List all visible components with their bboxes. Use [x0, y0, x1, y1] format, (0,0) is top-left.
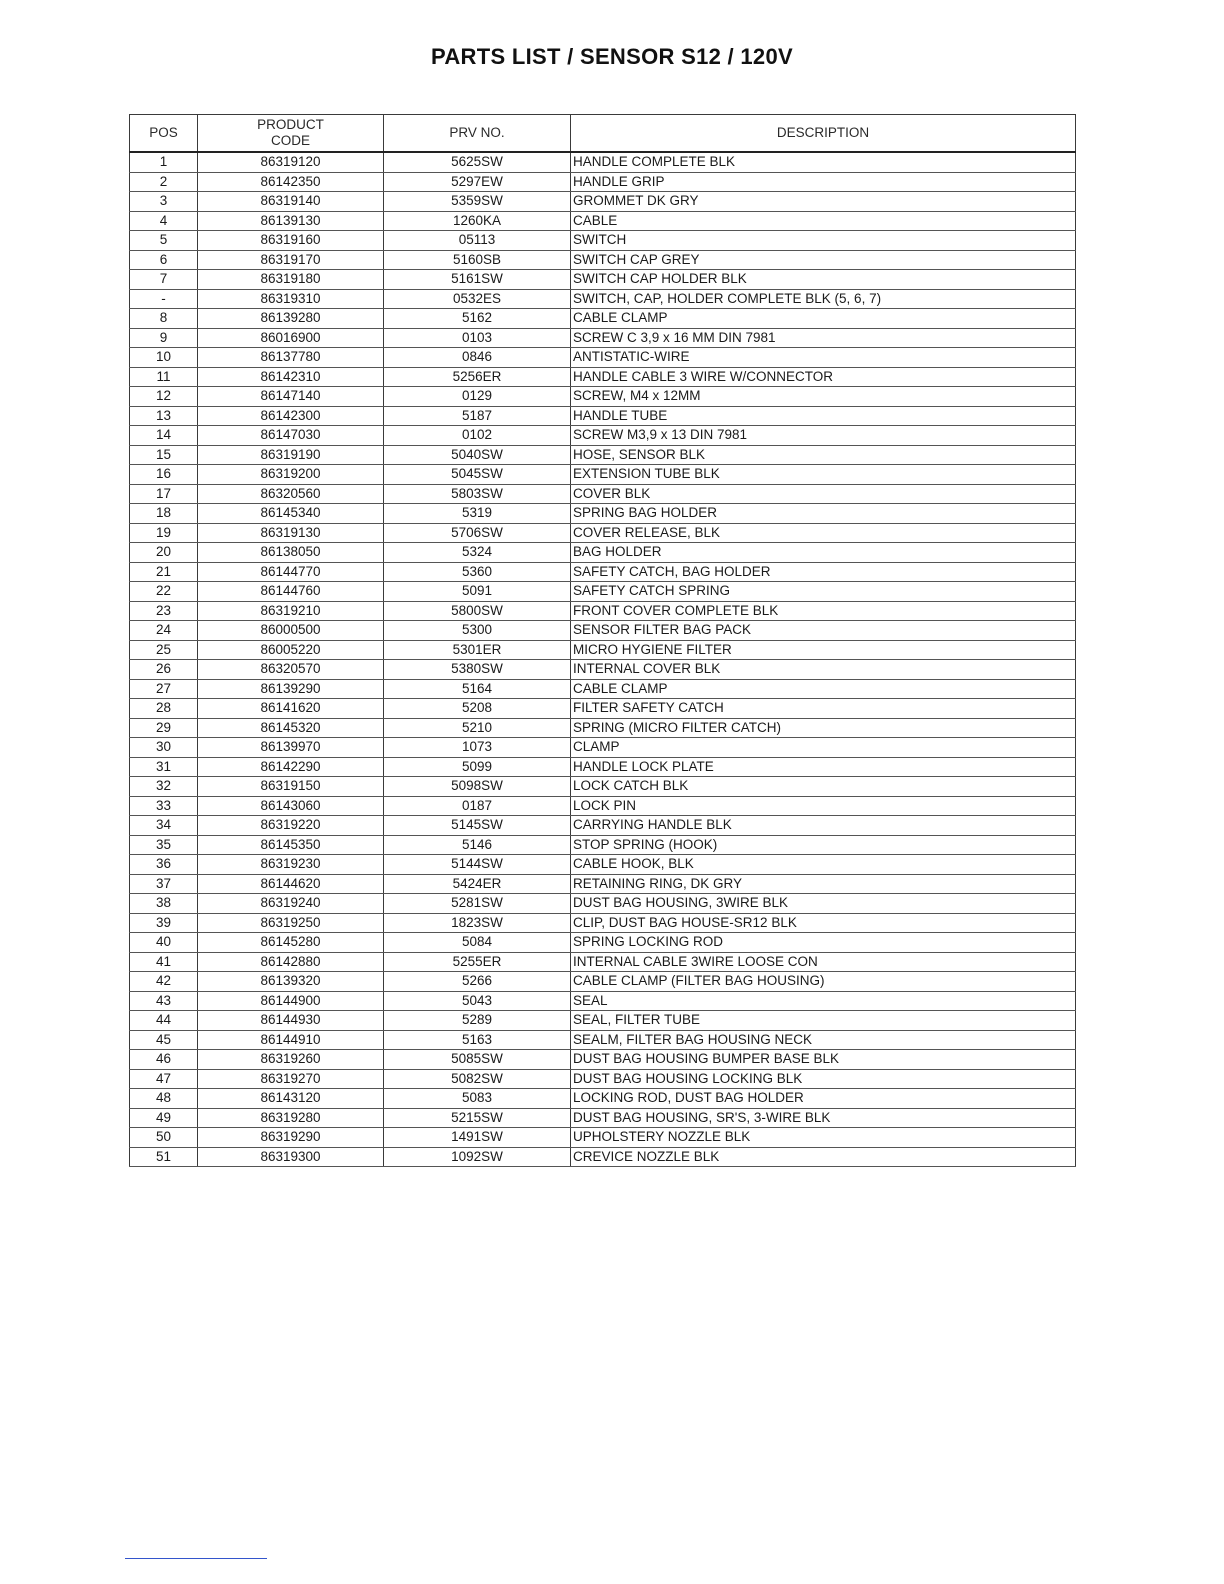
table-row	[130, 718, 1076, 738]
row-product-code: 86143120	[198, 1089, 384, 1109]
row-product-code: 86319220	[198, 816, 384, 836]
row-description: CLAMP	[571, 738, 1076, 758]
row-description: SENSOR FILTER BAG PACK	[571, 621, 1076, 641]
row-pos: 16	[130, 465, 198, 485]
row-description: SAFETY CATCH, BAG HOLDER	[571, 562, 1076, 582]
row-product-code: 86144770	[198, 562, 384, 582]
row-pos: 33	[130, 796, 198, 816]
table-row	[130, 835, 1076, 855]
row-description: CABLE	[571, 211, 1076, 231]
row-product-code: 86139130	[198, 211, 384, 231]
row-pos: 32	[130, 777, 198, 797]
row-prv-no: 1823SW	[384, 913, 571, 933]
row-product-code: 86319250	[198, 913, 384, 933]
table-row	[130, 367, 1076, 387]
row-pos: 7	[130, 270, 198, 290]
row-description: SEALM, FILTER BAG HOUSING NECK	[571, 1030, 1076, 1050]
row-description: ANTISTATIC-WIRE	[571, 348, 1076, 368]
row-description: SWITCH CAP GREY	[571, 250, 1076, 270]
row-prv-no: 5625SW	[384, 152, 571, 172]
row-description: SPRING LOCKING ROD	[571, 933, 1076, 953]
table-row	[130, 933, 1076, 953]
table-row	[130, 991, 1076, 1011]
row-prv-no: 0846	[384, 348, 571, 368]
row-description: CABLE HOOK, BLK	[571, 855, 1076, 875]
row-prv-no: 5256ER	[384, 367, 571, 387]
row-prv-no: 5091	[384, 582, 571, 602]
row-prv-no: 0532ES	[384, 289, 571, 309]
row-pos: 42	[130, 972, 198, 992]
table-row	[130, 1108, 1076, 1128]
table-row	[130, 972, 1076, 992]
row-description: INTERNAL CABLE 3WIRE LOOSE CON	[571, 952, 1076, 972]
row-product-code: 86319290	[198, 1128, 384, 1148]
row-description: CARRYING HANDLE BLK	[571, 816, 1076, 836]
row-prv-no: 1073	[384, 738, 571, 758]
table-row	[130, 231, 1076, 251]
row-product-code: 86142300	[198, 406, 384, 426]
row-product-code: 86144620	[198, 874, 384, 894]
row-description: MICRO HYGIENE FILTER	[571, 640, 1076, 660]
row-pos: 49	[130, 1108, 198, 1128]
row-product-code: 86319120	[198, 152, 384, 172]
row-pos: 20	[130, 543, 198, 563]
row-product-code: 86145280	[198, 933, 384, 953]
table-row	[130, 406, 1076, 426]
row-prv-no: 0103	[384, 328, 571, 348]
row-pos: 24	[130, 621, 198, 641]
row-description: HOSE, SENSOR BLK	[571, 445, 1076, 465]
row-description: STOP SPRING (HOOK)	[571, 835, 1076, 855]
table-row	[130, 601, 1076, 621]
row-product-code: 86000500	[198, 621, 384, 641]
row-prv-no: 5040SW	[384, 445, 571, 465]
header-description: DESCRIPTION	[571, 115, 1076, 153]
row-description: COVER RELEASE, BLK	[571, 523, 1076, 543]
row-prv-no: 5043	[384, 991, 571, 1011]
row-description: SCREW M3,9 x 13 DIN 7981	[571, 426, 1076, 446]
row-product-code: 86320560	[198, 484, 384, 504]
row-description: LOCK CATCH BLK	[571, 777, 1076, 797]
row-pos: 30	[130, 738, 198, 758]
row-pos: 4	[130, 211, 198, 231]
table-row	[130, 1069, 1076, 1089]
row-prv-no: 5215SW	[384, 1108, 571, 1128]
row-product-code: 86319150	[198, 777, 384, 797]
row-description: SWITCH CAP HOLDER BLK	[571, 270, 1076, 290]
row-description: CABLE CLAMP (FILTER BAG HOUSING)	[571, 972, 1076, 992]
table-row	[130, 952, 1076, 972]
parts-table	[129, 114, 1076, 1167]
table-row	[130, 1030, 1076, 1050]
row-pos: 5	[130, 231, 198, 251]
row-description: DUST BAG HOUSING BUMPER BASE BLK	[571, 1050, 1076, 1070]
row-pos: 27	[130, 679, 198, 699]
row-description: DUST BAG HOUSING, SR'S, 3-WIRE BLK	[571, 1108, 1076, 1128]
row-product-code: 86137780	[198, 348, 384, 368]
table-row	[130, 387, 1076, 407]
row-prv-no: 5083	[384, 1089, 571, 1109]
table-row	[130, 484, 1076, 504]
row-prv-no: 1260KA	[384, 211, 571, 231]
row-description: FRONT COVER COMPLETE BLK	[571, 601, 1076, 621]
row-description: HANDLE GRIP	[571, 172, 1076, 192]
table-row	[130, 1128, 1076, 1148]
row-pos: 45	[130, 1030, 198, 1050]
row-prv-no: 5187	[384, 406, 571, 426]
row-description: CABLE CLAMP	[571, 679, 1076, 699]
table-row	[130, 621, 1076, 641]
table-row	[130, 816, 1076, 836]
row-product-code: 86319170	[198, 250, 384, 270]
row-prv-no: 0129	[384, 387, 571, 407]
header-product-code	[198, 115, 384, 153]
row-description: SAFETY CATCH SPRING	[571, 582, 1076, 602]
row-prv-no: 5145SW	[384, 816, 571, 836]
row-product-code: 86144910	[198, 1030, 384, 1050]
table-row	[130, 543, 1076, 563]
row-description: LOCK PIN	[571, 796, 1076, 816]
row-description: HANDLE TUBE	[571, 406, 1076, 426]
table-row	[130, 192, 1076, 212]
table-row	[130, 679, 1076, 699]
row-pos: 18	[130, 504, 198, 524]
row-product-code: 86319300	[198, 1147, 384, 1167]
row-prv-no: 5084	[384, 933, 571, 953]
row-pos: 25	[130, 640, 198, 660]
row-prv-no: 5255ER	[384, 952, 571, 972]
table-row	[130, 582, 1076, 602]
table-row	[130, 211, 1076, 231]
table-row	[130, 465, 1076, 485]
header-pos: POS	[130, 115, 198, 153]
row-pos: 9	[130, 328, 198, 348]
table-row	[130, 796, 1076, 816]
table-row	[130, 1011, 1076, 1031]
table-row	[130, 855, 1076, 875]
row-prv-no: 5082SW	[384, 1069, 571, 1089]
row-pos: 14	[130, 426, 198, 446]
row-pos: 47	[130, 1069, 198, 1089]
row-description: EXTENSION TUBE BLK	[571, 465, 1076, 485]
table-row	[130, 250, 1076, 270]
row-description: HANDLE COMPLETE BLK	[571, 152, 1076, 172]
table-row	[130, 504, 1076, 524]
row-description: FILTER SAFETY CATCH	[571, 699, 1076, 719]
row-product-code: 86319130	[198, 523, 384, 543]
row-description: SCREW C 3,9 x 16 MM DIN 7981	[571, 328, 1076, 348]
row-description: SEAL	[571, 991, 1076, 1011]
table-row	[130, 348, 1076, 368]
row-product-code: 86145320	[198, 718, 384, 738]
row-prv-no: 1491SW	[384, 1128, 571, 1148]
table-row	[130, 874, 1076, 894]
row-product-code: 86319280	[198, 1108, 384, 1128]
row-pos: 35	[130, 835, 198, 855]
table-row	[130, 445, 1076, 465]
row-prv-no: 5160SB	[384, 250, 571, 270]
table-row	[130, 660, 1076, 680]
row-product-code: 86139290	[198, 679, 384, 699]
row-product-code: 86319190	[198, 445, 384, 465]
row-product-code: 86319210	[198, 601, 384, 621]
row-pos: 34	[130, 816, 198, 836]
row-product-code: 86142350	[198, 172, 384, 192]
row-description: DUST BAG HOUSING LOCKING BLK	[571, 1069, 1076, 1089]
row-description: SWITCH, CAP, HOLDER COMPLETE BLK (5, 6, 7)	[571, 289, 1076, 309]
row-pos: 15	[130, 445, 198, 465]
table-row	[130, 289, 1076, 309]
row-product-code: 86138050	[198, 543, 384, 563]
row-product-code: 86320570	[198, 660, 384, 680]
row-product-code: 86319270	[198, 1069, 384, 1089]
row-pos: 37	[130, 874, 198, 894]
table-row	[130, 913, 1076, 933]
row-pos: 3	[130, 192, 198, 212]
row-pos: 28	[130, 699, 198, 719]
table-row	[130, 309, 1076, 329]
row-prv-no: 1092SW	[384, 1147, 571, 1167]
row-description: HANDLE LOCK PLATE	[571, 757, 1076, 777]
row-prv-no: 5163	[384, 1030, 571, 1050]
row-description: BAG HOLDER	[571, 543, 1076, 563]
row-description: SCREW, M4 x 12MM	[571, 387, 1076, 407]
row-prv-no: 5359SW	[384, 192, 571, 212]
row-prv-no: 5146	[384, 835, 571, 855]
row-description: RETAINING RING, DK GRY	[571, 874, 1076, 894]
row-pos: 10	[130, 348, 198, 368]
row-prv-no: 5301ER	[384, 640, 571, 660]
row-prv-no: 0102	[384, 426, 571, 446]
row-prv-no: 5144SW	[384, 855, 571, 875]
row-prv-no: 5289	[384, 1011, 571, 1031]
table-row	[130, 523, 1076, 543]
row-pos: 2	[130, 172, 198, 192]
header-prv-no: PRV NO.	[384, 115, 571, 153]
table-header-row	[130, 115, 1076, 153]
row-pos: 13	[130, 406, 198, 426]
row-product-code: 86147140	[198, 387, 384, 407]
row-prv-no: 5085SW	[384, 1050, 571, 1070]
row-description: SPRING BAG HOLDER	[571, 504, 1076, 524]
table-row	[130, 1050, 1076, 1070]
row-prv-no: 5803SW	[384, 484, 571, 504]
row-product-code: 86319160	[198, 231, 384, 251]
row-product-code: 86319310	[198, 289, 384, 309]
row-product-code: 86145340	[198, 504, 384, 524]
table-row	[130, 640, 1076, 660]
table-row	[130, 894, 1076, 914]
row-pos: 40	[130, 933, 198, 953]
table-row	[130, 562, 1076, 582]
row-pos: -	[130, 289, 198, 309]
row-pos: 51	[130, 1147, 198, 1167]
row-product-code: 86319240	[198, 894, 384, 914]
row-prv-no: 5208	[384, 699, 571, 719]
row-pos: 23	[130, 601, 198, 621]
row-prv-no: 5380SW	[384, 660, 571, 680]
row-pos: 46	[130, 1050, 198, 1070]
row-pos: 19	[130, 523, 198, 543]
table-row	[130, 757, 1076, 777]
row-product-code: 86144900	[198, 991, 384, 1011]
row-pos: 21	[130, 562, 198, 582]
row-prv-no: 5266	[384, 972, 571, 992]
row-pos: 6	[130, 250, 198, 270]
row-prv-no: 5324	[384, 543, 571, 563]
row-prv-no: 5800SW	[384, 601, 571, 621]
header-product-code-line1: PRODUCT	[257, 117, 324, 132]
row-pos: 39	[130, 913, 198, 933]
row-prv-no: 5210	[384, 718, 571, 738]
table-row	[130, 172, 1076, 192]
table-row	[130, 328, 1076, 348]
row-pos: 43	[130, 991, 198, 1011]
row-product-code: 86144930	[198, 1011, 384, 1031]
row-prv-no: 5162	[384, 309, 571, 329]
row-product-code: 86141620	[198, 699, 384, 719]
row-product-code: 86147030	[198, 426, 384, 446]
table-row	[130, 426, 1076, 446]
row-prv-no: 5360	[384, 562, 571, 582]
row-product-code: 86319260	[198, 1050, 384, 1070]
table-row	[130, 738, 1076, 758]
row-prv-no: 5045SW	[384, 465, 571, 485]
row-description: GROMMET DK GRY	[571, 192, 1076, 212]
table-row	[130, 1089, 1076, 1109]
row-description: CABLE CLAMP	[571, 309, 1076, 329]
row-pos: 31	[130, 757, 198, 777]
row-product-code: 86144760	[198, 582, 384, 602]
row-prv-no: 5297EW	[384, 172, 571, 192]
row-prv-no: 0187	[384, 796, 571, 816]
row-product-code: 86142290	[198, 757, 384, 777]
row-product-code: 86319140	[198, 192, 384, 212]
row-description: DUST BAG HOUSING, 3WIRE BLK	[571, 894, 1076, 914]
row-pos: 48	[130, 1089, 198, 1109]
row-pos: 12	[130, 387, 198, 407]
row-product-code: 86319230	[198, 855, 384, 875]
row-description: SEAL, FILTER TUBE	[571, 1011, 1076, 1031]
row-prv-no: 5281SW	[384, 894, 571, 914]
table-row	[130, 270, 1076, 290]
row-pos: 50	[130, 1128, 198, 1148]
row-description: SPRING (MICRO FILTER CATCH)	[571, 718, 1076, 738]
row-prv-no: 5300	[384, 621, 571, 641]
row-description: COVER BLK	[571, 484, 1076, 504]
row-description: HANDLE CABLE 3 WIRE W/CONNECTOR	[571, 367, 1076, 387]
row-product-code: 86142310	[198, 367, 384, 387]
parts-table-body	[130, 152, 1076, 1167]
row-product-code: 86016900	[198, 328, 384, 348]
row-prv-no: 5164	[384, 679, 571, 699]
row-product-code: 86139280	[198, 309, 384, 329]
row-prv-no: 5098SW	[384, 777, 571, 797]
row-product-code: 86145350	[198, 835, 384, 855]
row-pos: 29	[130, 718, 198, 738]
header-product-code-line2: CODE	[270, 133, 310, 148]
row-description: INTERNAL COVER BLK	[571, 660, 1076, 680]
row-pos: 22	[130, 582, 198, 602]
row-product-code: 86139320	[198, 972, 384, 992]
table-row	[130, 699, 1076, 719]
table-row	[130, 777, 1076, 797]
row-product-code: 86319200	[198, 465, 384, 485]
row-product-code: 86139970	[198, 738, 384, 758]
row-pos: 41	[130, 952, 198, 972]
page-title: PARTS LIST / SENSOR S12 / 120V	[431, 44, 793, 69]
row-description: SWITCH	[571, 231, 1076, 251]
row-pos: 36	[130, 855, 198, 875]
row-prv-no: 5424ER	[384, 874, 571, 894]
row-pos: 44	[130, 1011, 198, 1031]
row-prv-no: 5319	[384, 504, 571, 524]
row-product-code: 86142880	[198, 952, 384, 972]
row-description: CREVICE NOZZLE BLK	[571, 1147, 1076, 1167]
row-prv-no: 5706SW	[384, 523, 571, 543]
row-description: CLIP, DUST BAG HOUSE-SR12 BLK	[571, 913, 1076, 933]
row-pos: 8	[130, 309, 198, 329]
row-product-code: 86143060	[198, 796, 384, 816]
row-prv-no: 05113	[384, 231, 571, 251]
row-description: LOCKING ROD, DUST BAG HOLDER	[571, 1089, 1076, 1109]
table-row	[130, 1147, 1076, 1167]
row-product-code: 86319180	[198, 270, 384, 290]
row-pos: 1	[130, 152, 198, 172]
row-pos: 11	[130, 367, 198, 387]
row-prv-no: 5099	[384, 757, 571, 777]
row-pos: 38	[130, 894, 198, 914]
row-product-code: 86005220	[198, 640, 384, 660]
footer-rule	[125, 1558, 267, 1559]
table-row	[130, 152, 1076, 172]
row-pos: 26	[130, 660, 198, 680]
row-prv-no: 5161SW	[384, 270, 571, 290]
row-pos: 17	[130, 484, 198, 504]
row-description: UPHOLSTERY NOZZLE BLK	[571, 1128, 1076, 1148]
